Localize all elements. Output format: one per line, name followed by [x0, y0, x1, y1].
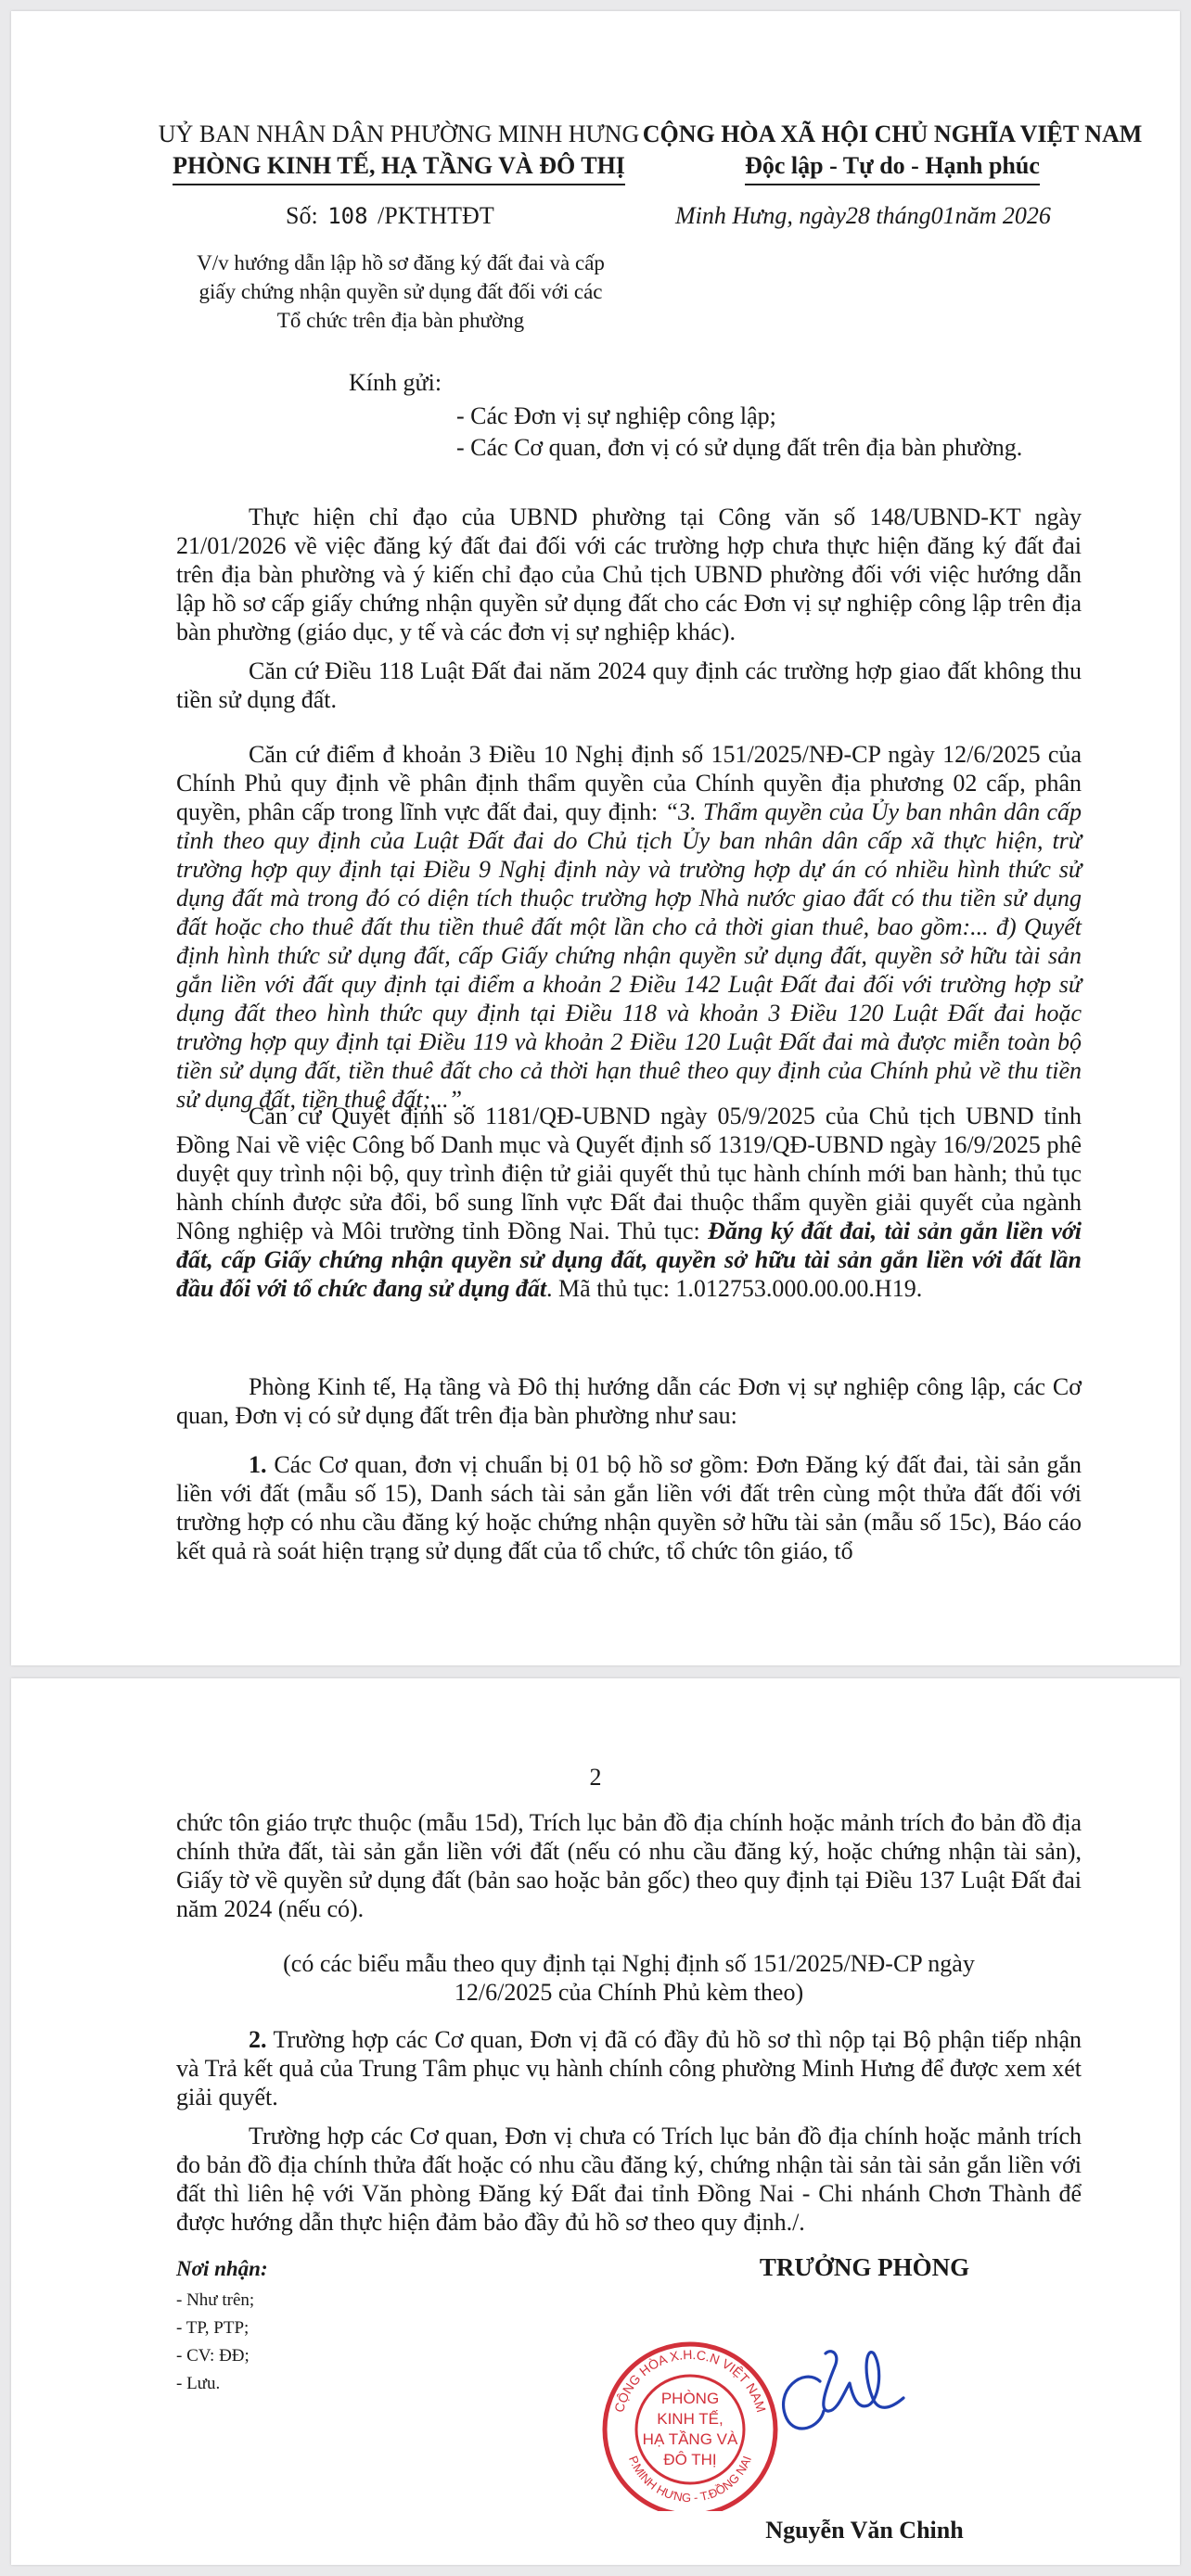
distribution-item: - Như trên; [176, 2290, 255, 2310]
motto-line-2: Độc lập - Tự do - Hạnh phúc [642, 150, 1143, 182]
distribution-item: - TP, PTP; [176, 2318, 250, 2338]
stamp-center-line: PHÒNG [660, 2390, 720, 2407]
stamp-ring-top-text: CỘNG HÒA X.H.C.N VIỆT NAM [610, 2346, 770, 2415]
recipients-label: Kính gửi: [349, 369, 442, 396]
recipient-item-1: - Các Đơn vị sự nghiệp công lập; [456, 402, 776, 429]
paragraph-legal-basis-2: Căn cứ điểm đ khoản 3 Điều 10 Nghị định số 151/2025/NĐ-CP ngày 12/6/2025 của Chính Phủ quy định về phân định thẩm quyền của Chính quyền địa phương 02 cấp, phân quyền, phân cấp trong lĩnh vực đất đai, quy định: “3. Thẩm quyền của Ủy ban nhân dân cấp tỉnh theo quy định của Luật Đất đai do Chủ tịch Ủy ban nhân dân cấp xã thực hiện, trừ trường hợp quy định tại Điều 9 Nghị định này và trường hợp dự án có nhiều hình thức sử dụng đất mà trong đó có diện tích thuộc trường hợp Nhà nước giao đất có thu tiền sử dụng đất hoặc cho thuê đất thu tiền thuê đất một lần cho cả thời gian thuê, bao gồm:... đ) Quyết định hình thức sử dụng đất, cấp Giấy chứng nhận quyền sử dụng đất, quyền sở hữu tài sản gắn liền với đất quy định tại điểm a khoản 2 Điều 142 Luật Đất đai đối với trường hợp sử dụng đất theo hình thức quy định tại Điều 118 và khoản 3 Điều 120 Luật Đất đai hoặc trường hợp quy định tại Điều 119 và khoản 2 Điều 120 Luật Đất đai mà được miễn toàn bộ tiền sử dụng đất, tiền thuê đất cho cả thời hạn thuê theo quy định của Chính phủ về thu tiền sử dụng đất, tiền thuê đất;...”. [176, 741, 1082, 1113]
authority-line-1: UỶ BAN NHÂN DÂN PHƯỜNG MINH HƯNG [158, 121, 640, 147]
handwritten-signature [784, 2352, 903, 2429]
paragraph-item-1-continued: chức tôn giáo trực thuộc (mẫu 15d), Trích lục bản đồ địa chính hoặc mảnh trích đo bản đồ địa chính thửa đất, tài sản gắn liền với đất (nếu có nhu cầu đăng ký, hoặc chứng nhận tài sản), Giấy tờ về quyền sử dụng đất (bản sao hoặc bản gốc) theo quy định tại Điều 137 Luật Đất đai năm 2024 (nếu có). [176, 1809, 1082, 1922]
paragraph-item-2: 2. Trường hợp các Cơ quan, Đơn vị đã có đầy đủ hồ sơ thì nộp tại Bộ phận tiếp nhận và Trả kết quả của Trung Tâm phục vụ hành chính công phường Minh Hưng để được xem xét giải quyết. [176, 2026, 1082, 2111]
stamp-center-line: KINH TẾ, [657, 2410, 724, 2428]
signer-title: TRƯỞNG PHÒNG [759, 2253, 970, 2281]
number-handwritten: 108 [327, 203, 368, 229]
document-page-1 [11, 11, 1180, 1665]
stamp-ring-bottom-text: P.MINH HƯNG - T.ĐỒNG NAI [625, 2454, 755, 2506]
paragraph-guidance-intro: Phòng Kinh tế, Hạ tầng và Đô thị hướng dẫn các Đơn vị sự nghiệp công lập, các Cơ quan, Đơn vị có sử dụng đất trên địa bàn phường như sau: [176, 1373, 1082, 1429]
paragraph-contact-guidance: Trường hợp các Cơ quan, Đơn vị chưa có Trích lục bản đồ địa chính hoặc mảnh trích đo bản đồ địa chính thửa đất hoặc có nhu cầu đăng ký, chứng nhận tài sản tài sản gắn liền với đất thì liên hệ với Văn phòng Đăng ký Đất đai tỉnh Đồng Nai - Chi nhánh Chơn Thành để được hướng dẫn thực hiện đảm bảo đầy đủ hồ sơ theo quy định./. [176, 2123, 1082, 2236]
paragraph-legal-basis-1: Căn cứ Điều 118 Luật Đất đai năm 2024 quy định các trường hợp giao đất không thu tiền sử dụng đất. [176, 657, 1082, 713]
forms-note: (có các biểu mẫu theo quy định tại Nghị định số 151/2025/NĐ-CP ngày 12/6/2025 của Chính Phủ kèm theo) [283, 1950, 975, 2006]
signer-name: Nguyễn Văn Chinh [765, 2517, 964, 2544]
distribution-item: - CV: ĐĐ; [176, 2346, 250, 2366]
national-motto [642, 119, 1143, 182]
subject-excerpt: V/v hướng dẫn lập hồ sơ đăng ký đất đai và cấp giấy chứng nhận quyền sử dụng đất đối với các Tổ chức trên địa bàn phường [197, 251, 605, 332]
procedure-name: Đăng ký đất đai, tài sản gắn liền với đất, cấp Giấy chứng nhận quyền sử dụng đất, quyền sở hữu tài sản gắn liền với đất lần đầu đối với tổ chức đang sử dụng đất [176, 1218, 1082, 1302]
issue-date: Minh Hưng, ngày28 tháng01năm 2026 [675, 202, 1051, 229]
paragraph-item-1: 1. Các Cơ quan, đơn vị chuẩn bị 01 bộ hồ sơ gồm: Đơn Đăng ký đất đai, tài sản gắn liền với đất (mẫu số 15), Danh sách tài sản gắn liền với đất trên cùng một thửa đất đối với trường hợp có nhu cầu đăng ký hoặc chứng nhận quyền sở hữu tài sản (mẫu số 15c), Báo cáo kết quả rà soát hiện trạng sử dụng đất của tổ chức, tổ chức tôn giáo, tổ [176, 1451, 1082, 1564]
paragraph-instruction: Thực hiện chỉ đạo của UBND phường tại Công văn số 148/UBND-KT ngày 21/01/2026 về việc đăng ký đất đai đối với các trường hợp chưa thực hiện đăng ký đất đai trên địa bàn phường và ý kiến chỉ đạo của Chủ tịch UBND phường đối với việc hướng dẫn lập hồ sơ cấp giấy chứng nhận quyền sử dụng đất cho các Đơn vị sự nghiệp công lập trên địa bàn phường (giáo dục, y tế và các đơn vị sự nghiệp khác). [176, 504, 1082, 645]
document-number: Số: 108 /PKTHTĐT [286, 202, 494, 229]
official-stamp-and-signature [588, 2326, 1108, 2511]
motto-line-1: CỘNG HÒA XÃ HỘI CHỦ NGHĨA VIỆT NAM [642, 121, 1143, 147]
page-number: 2 [589, 1764, 602, 1791]
recipient-item-2: - Các Cơ quan, đơn vị có sử dụng đất trên địa bàn phường. [456, 434, 1023, 461]
stamp-center-line: ĐÔ THỊ [663, 2451, 717, 2468]
stamp-outer-ring [605, 2344, 775, 2511]
document-page-2 [11, 1678, 1180, 2565]
distribution-label: Nơi nhận: [176, 2257, 268, 2280]
official-stamp [605, 2344, 775, 2511]
authority-line-2: PHÒNG KINH TẾ, HẠ TẦNG VÀ ĐÔ THỊ [158, 150, 640, 182]
paragraph-legal-basis-3: Căn cứ Quyết định số 1181/QĐ-UBND ngày 05/9/2025 của Chủ tịch UBND tỉnh Đồng Nai về việc Công bố Danh mục và Quyết định số 1319/QĐ-UBND ngày 16/9/2025 phê duyệt quy trình nội bộ, quy trình điện tử giải quyết thủ tục hành chính mới ban hành; thủ tục hành chính được sửa đổi, bổ sung lĩnh vực Đất đai thuộc thẩm quyền giải quyết của ngành Nông nghiệp và Môi trường tỉnh Đồng Nai. Thủ tục: Đăng ký đất đai, tài sản gắn liền với đất, cấp Giấy chứng nhận quyền sử dụng đất, quyền sở hữu tài sản gắn liền với đất lần đầu đối với tổ chức đang sử dụng đất. Mã thủ tục: 1.012753.000.00.00.H19. [176, 1103, 1082, 1302]
stamp-center-line: HẠ TẦNG VÀ [642, 2430, 738, 2448]
legal-quote: “3. Thẩm quyền của Ủy ban nhân dân cấp tỉnh theo quy định của Luật Đất đai do Chủ tịch Ủy ban nhân dân cấp xã thực hiện, trừ trường hợp quy định tại Điều 9 Nghị định này và trường hợp dự án có nhiều hình thức sử dụng đất mà trong đó có diện tích thuộc trường hợp Nhà nước giao đất có thu tiền sử dụng đất hoặc cho thuê đất thu tiền thuê đất một lần cho cả thời gian thuê, bao gồm:... đ) Quyết định hình thức sử dụng đất, cấp Giấy chứng nhận quyền sử dụng đất, quyền sở hữu tài sản gắn liền với đất quy định tại điểm a khoản 2 Điều 142 Luật Đất đai đối với trường hợp sử dụng đất theo hình thức quy định tại Điều 118 và khoản 3 Điều 120 Luật Đất đai hoặc trường hợp quy định tại Điều 119 và khoản 2 Điều 120 Luật Đất đai mà được miễn toàn bộ tiền sử dụng đất, tiền thuê đất cho cả thời hạn thuê theo quy định của Chính phủ về thu tiền sử dụng đất, tiền thuê đất;...”. [176, 798, 1082, 1113]
distribution-list [176, 2287, 254, 2398]
issuing-authority [158, 119, 640, 182]
distribution-item: - Lưu. [176, 2374, 221, 2393]
